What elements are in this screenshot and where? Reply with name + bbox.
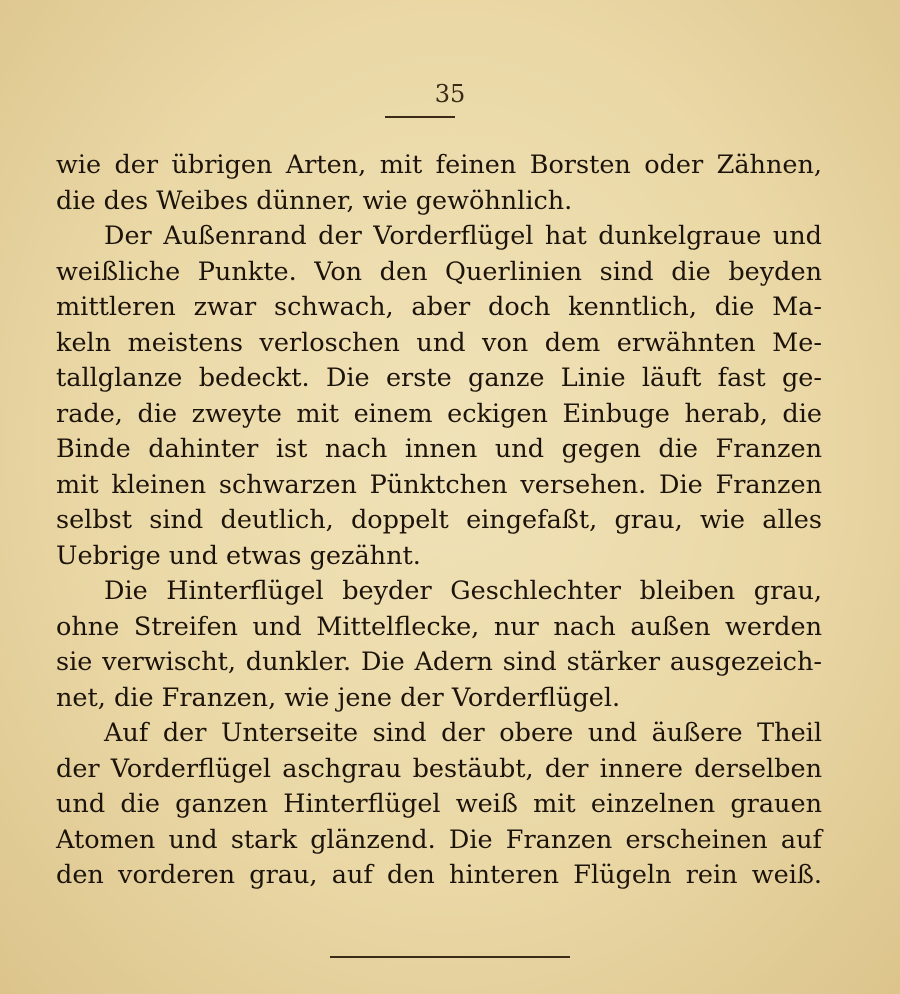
text-line: Auf der Unterseite sind der obere und äußere Theil: [104, 718, 822, 748]
text-line: den vorderen grau, auf den hinteren Flügeln rein weiß.: [56, 860, 822, 890]
text-line: selbst sind deutlich, doppelt eingefaßt, grau, wie alles: [56, 505, 822, 535]
text-line: sie verwischt, dunkler. Die Adern sind stärker ausgezeich-: [56, 647, 822, 677]
page-number: 35: [434, 80, 466, 108]
text-line: Binde dahinter ist nach innen und gegen die Franzen: [56, 434, 822, 464]
text-line: tallglanze bedeckt. Die erste ganze Linie läuft fast ge-: [56, 363, 822, 393]
bottom-rule: [330, 956, 570, 958]
text-line: mit kleinen schwarzen Pünktchen versehen. Die Franzen: [56, 469, 822, 500]
text-line: ohne Streifen und Mittelflecke, nur nach außen werden: [56, 611, 822, 642]
text-line: wie der übrigen Arten, mit feinen Borsten oder Zähnen,: [56, 150, 822, 180]
text-line: Atomen und stark glänzend. Die Franzen erscheinen auf: [56, 824, 822, 855]
text-line: weißliche Punkte. Von den Querlinien sind die beyden: [56, 256, 822, 287]
body-text: [56, 148, 822, 894]
text-line: Uebrige und etwas gezähnt.: [56, 540, 421, 571]
page-number-rule: [385, 116, 455, 118]
text-line: net, die Franzen, wie jene der Vorderflügel.: [56, 682, 621, 713]
text-line: der Vorderflügel aschgrau bestäubt, der innere derselben: [56, 753, 822, 784]
text-line: Die Hinterflügel beyder Geschlechter bleiben grau,: [104, 576, 822, 606]
text-line: die des Weibes dünner, wie gewöhnlich.: [56, 185, 573, 216]
text-line: Der Außenrand der Vorderflügel hat dunkelgraue und: [104, 221, 822, 251]
text-line: und die ganzen Hinterflügel weiß mit einzelnen grauen: [56, 789, 822, 819]
text-line: rade, die zweyte mit einem eckigen Einbuge herab, die: [56, 398, 822, 429]
text-line: mittleren zwar schwach, aber doch kenntlich, die Ma-: [56, 292, 822, 322]
text-line: keln meistens verloschen und von dem erwähnten Me-: [56, 327, 822, 358]
